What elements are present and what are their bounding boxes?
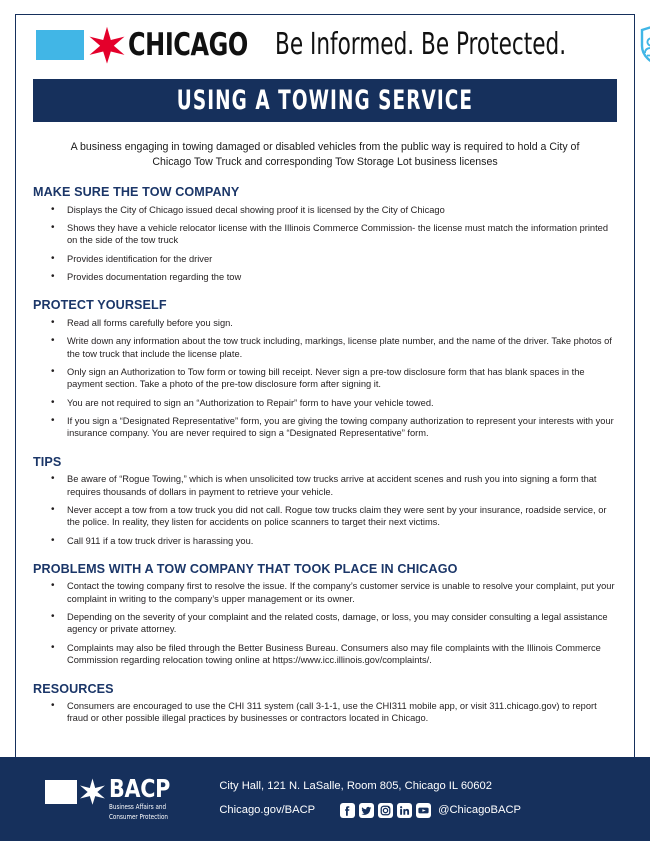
section-resources bbox=[33, 682, 617, 725]
instagram-icon[interactable] bbox=[378, 803, 393, 818]
bullet-list bbox=[33, 317, 617, 440]
chicago-flag-box-icon bbox=[36, 30, 84, 60]
list-item: • Never accept a tow from a tow truck you did not call. Rogue tow trucks claim they were sent by your insurance, roadside service, or the police. In reality, they listen for accidents on police scanners to target their next victims. bbox=[33, 504, 617, 529]
list-item: • If you sign a “Designated Representative” form, you are giving the towing company authorization to represent your interests with your insurance company. You are never required to sign a “Designated Representative” form. bbox=[33, 415, 617, 440]
footer bbox=[0, 757, 650, 841]
section-problems-with-a-tow-company bbox=[33, 562, 617, 667]
section-heading: RESOURCES bbox=[33, 681, 114, 696]
bullet-list bbox=[33, 700, 617, 725]
list-item: • Be aware of “Rogue Towing,” which is when unsolicited tow trucks arrive at accident scenes and rush you into signing a form that requires thousands of dollars in payment to retrieve your vehicle. bbox=[33, 473, 617, 498]
list-item: • Call 911 if a tow truck driver is harassing you. bbox=[33, 535, 617, 547]
section-heading: PROBLEMS WITH A TOW COMPANY THAT TOOK PLACE IN CHICAGO bbox=[33, 561, 458, 576]
list-item: • Provides documentation regarding the tow bbox=[33, 271, 617, 283]
content-area bbox=[33, 134, 617, 725]
section-heading: PROTECT YOURSELF bbox=[33, 298, 167, 313]
chicago-six-point-star-icon bbox=[88, 26, 126, 64]
section-make-sure-the-tow-company bbox=[33, 185, 617, 283]
list-item: • Write down any information about the tow truck including, markings, license plate number, and the name of the driver. Take photos of the tow truck that include the license plate. bbox=[33, 335, 617, 360]
bacp-text-block bbox=[109, 774, 175, 821]
youtube-icon[interactable] bbox=[416, 803, 431, 818]
list-item: • Consumers are encouraged to use the CHI 311 system (call 3-1-1, use the CHI311 mobile app, or visit 311.chicago.gov) to report fraud or other possible illegal practices by businesses or contractors located in Chicago. bbox=[33, 700, 617, 725]
list-item: • Displays the City of Chicago issued decal showing proof it is licensed by the City of Chicago bbox=[33, 204, 617, 216]
chicago-tagline: Be Informed. Be Protected. bbox=[275, 27, 567, 62]
page-title: USING A TOWING SERVICE bbox=[176, 85, 474, 116]
bacp-tagline-line-2: Consumer Protection bbox=[109, 812, 169, 821]
bacp-logo bbox=[45, 774, 175, 821]
facebook-icon[interactable] bbox=[340, 803, 355, 818]
section-heading: MAKE SURE THE TOW COMPANY bbox=[33, 185, 240, 200]
bacp-flag-box-icon bbox=[45, 780, 77, 804]
footer-social-handle: @ChicagoBACP bbox=[438, 804, 521, 817]
list-item: • Complaints may also be filed through the Better Business Bureau. Consumers also may file complaints with the Illinois Commerce Commission regarding relocation towing online at https://www.icc.illinois.gov/complaints/. bbox=[33, 642, 617, 667]
bullet-list bbox=[33, 580, 617, 666]
linkedin-icon[interactable] bbox=[397, 803, 412, 818]
title-banner bbox=[33, 79, 617, 122]
twitter-icon[interactable] bbox=[359, 803, 374, 818]
masthead bbox=[16, 16, 634, 74]
bullet-list bbox=[33, 204, 617, 284]
shield-with-people-icon bbox=[639, 22, 650, 68]
section-protect-yourself bbox=[33, 298, 617, 439]
bacp-wordmark: BACP bbox=[109, 774, 171, 804]
footer-address: City Hall, 121 N. LaSalle, Room 805, Chicago IL 60602 bbox=[219, 779, 492, 792]
list-item: • Contact the towing company first to resolve the issue. If the company’s customer service is unable to resolve your complaint, put your complaint in writing to the company’s upper management or its owner. bbox=[33, 580, 617, 605]
social-icon-row bbox=[340, 803, 431, 818]
footer-contact-info bbox=[219, 780, 521, 818]
list-item: • Read all forms carefully before you sign. bbox=[33, 317, 617, 329]
bacp-six-point-star-icon bbox=[79, 778, 106, 805]
footer-web-and-social bbox=[219, 803, 521, 818]
list-item: • Only sign an Authorization to Tow form or towing bill receipt. Never sign a pre-tow disclosure form that has blank spaces in the payment section. Take a photo of the pre-tow disclosure form after signing it. bbox=[33, 366, 617, 391]
bullet-list bbox=[33, 473, 617, 547]
footer-website-link[interactable]: Chicago.gov/BACP bbox=[219, 804, 316, 817]
section-heading: TIPS bbox=[33, 454, 62, 469]
list-item: • Depending on the severity of your complaint and the related costs, damage, or loss, you may consider consulting a legal assistance agency or private attorney. bbox=[33, 611, 617, 636]
intro-paragraph: A business engaging in towing damaged or disabled vehicles from the public way is required to hold a City of Chicago Tow Truck and corresponding Tow Storage Lot business licenses bbox=[70, 141, 580, 169]
chicago-wordmark: CHICAGO bbox=[128, 26, 248, 63]
section-tips bbox=[33, 455, 617, 547]
list-item: • You are not required to sign an “Authorization to Repair” form to have your vehicle towed. bbox=[33, 397, 617, 409]
list-item: • Shows they have a vehicle relocator license with the Illinois Commerce Commission- the license must match the information printed on the side of the tow truck bbox=[33, 222, 617, 247]
list-item: • Provides identification for the driver bbox=[33, 253, 617, 265]
bacp-tagline-line-1: Business Affairs and bbox=[109, 802, 167, 811]
